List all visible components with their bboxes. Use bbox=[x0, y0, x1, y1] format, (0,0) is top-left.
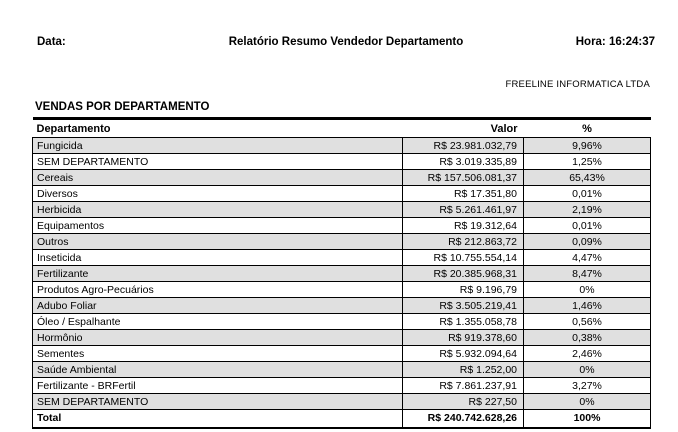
table-footer bbox=[33, 410, 651, 428]
department-cell: Inseticida bbox=[33, 250, 403, 266]
report-header bbox=[37, 36, 655, 48]
table-row bbox=[33, 378, 651, 394]
value-cell: R$ 20.385.968,31 bbox=[403, 266, 524, 282]
percent-cell: 0,09% bbox=[524, 234, 651, 250]
percent-cell: 1,46% bbox=[524, 298, 651, 314]
company-name: FREELINE INFORMATICA LTDA bbox=[505, 79, 650, 90]
percent-cell: 4,47% bbox=[524, 250, 651, 266]
table-row bbox=[33, 170, 651, 186]
value-cell: R$ 3.505.219,41 bbox=[403, 298, 524, 314]
department-cell: SEM DEPARTAMENTO bbox=[33, 154, 403, 170]
department-cell: Fertilizante bbox=[33, 266, 403, 282]
total-row bbox=[33, 410, 651, 428]
table-row bbox=[33, 250, 651, 266]
percent-cell: 2,19% bbox=[524, 202, 651, 218]
value-cell: R$ 5.932.094,64 bbox=[403, 346, 524, 362]
value-cell: R$ 1.355.058,78 bbox=[403, 314, 524, 330]
value-cell: R$ 23.981.032,79 bbox=[403, 138, 524, 154]
percent-cell: 2,46% bbox=[524, 346, 651, 362]
total-percent-cell: 100% bbox=[524, 410, 651, 428]
department-cell: Fertilizante - BRFertil bbox=[33, 378, 403, 394]
department-cell: Equipamentos bbox=[33, 218, 403, 234]
percent-cell: 3,27% bbox=[524, 378, 651, 394]
department-cell: Sementes bbox=[33, 346, 403, 362]
table-row bbox=[33, 186, 651, 202]
table-row bbox=[33, 218, 651, 234]
department-cell: Cereais bbox=[33, 170, 403, 186]
department-cell: Hormônio bbox=[33, 330, 403, 346]
table-row bbox=[33, 282, 651, 298]
value-cell: R$ 212.863,72 bbox=[403, 234, 524, 250]
column-header-departamento: Departamento bbox=[36, 122, 111, 135]
section-title: VENDAS POR DEPARTAMENTO bbox=[35, 101, 210, 113]
report-title: Relatório Resumo Vendedor Departamento bbox=[228, 36, 464, 48]
percent-cell: 0% bbox=[524, 282, 651, 298]
percent-cell: 9,96% bbox=[524, 138, 651, 154]
table-row bbox=[33, 394, 651, 410]
value-cell: R$ 9.196,79 bbox=[403, 282, 524, 298]
total-value-cell: R$ 240.742.628,26 bbox=[403, 410, 524, 428]
value-cell: R$ 3.019.335,89 bbox=[403, 154, 524, 170]
table-row bbox=[33, 154, 651, 170]
time-label: Hora: 16:24:37 bbox=[575, 36, 655, 48]
header-row bbox=[33, 119, 651, 138]
value-cell: R$ 157.506.081,37 bbox=[403, 170, 524, 186]
total-label-cell: Total bbox=[33, 410, 403, 428]
department-cell: SEM DEPARTAMENTO bbox=[33, 394, 403, 410]
date-label: Data: bbox=[37, 36, 66, 48]
table-row bbox=[33, 234, 651, 250]
department-cell: Produtos Agro-Pecuários bbox=[33, 282, 403, 298]
percent-cell: 65,43% bbox=[524, 170, 651, 186]
value-cell: R$ 919.378,60 bbox=[403, 330, 524, 346]
department-cell: Outros bbox=[33, 234, 403, 250]
department-cell: Herbicida bbox=[33, 202, 403, 218]
department-cell: Saúde Ambiental bbox=[33, 362, 403, 378]
value-cell: R$ 227,50 bbox=[403, 394, 524, 410]
department-cell: Óleo / Espalhante bbox=[33, 314, 403, 330]
table-row bbox=[33, 330, 651, 346]
value-cell: R$ 1.252,00 bbox=[403, 362, 524, 378]
value-cell: R$ 5.261.461,97 bbox=[403, 202, 524, 218]
department-cell: Adubo Foliar bbox=[33, 298, 403, 314]
table-row bbox=[33, 362, 651, 378]
table-row bbox=[33, 138, 651, 154]
percent-cell: 0,01% bbox=[524, 218, 651, 234]
percent-cell: 0% bbox=[524, 394, 651, 410]
department-cell: Diversos bbox=[33, 186, 403, 202]
table-row bbox=[33, 298, 651, 314]
percent-cell: 8,47% bbox=[524, 266, 651, 282]
department-cell: Fungicida bbox=[33, 138, 403, 154]
table-row bbox=[33, 266, 651, 282]
table-row bbox=[33, 314, 651, 330]
table-row bbox=[33, 346, 651, 362]
percent-cell: 0,56% bbox=[524, 314, 651, 330]
table-body bbox=[33, 138, 651, 410]
value-cell: R$ 17.351,80 bbox=[403, 186, 524, 202]
percent-cell: 0,01% bbox=[524, 186, 651, 202]
sales-by-department-table bbox=[32, 117, 651, 429]
value-cell: R$ 7.861.237,91 bbox=[403, 378, 524, 394]
percent-cell: 1,25% bbox=[524, 154, 651, 170]
table-row bbox=[33, 202, 651, 218]
table-header bbox=[33, 119, 651, 138]
value-cell: R$ 10.755.554,14 bbox=[403, 250, 524, 266]
percent-cell: 0,38% bbox=[524, 330, 651, 346]
percent-cell: 0% bbox=[524, 362, 651, 378]
column-header-percent: % bbox=[582, 122, 592, 135]
value-cell: R$ 19.312,64 bbox=[403, 218, 524, 234]
column-header-valor: Valor bbox=[490, 122, 518, 135]
